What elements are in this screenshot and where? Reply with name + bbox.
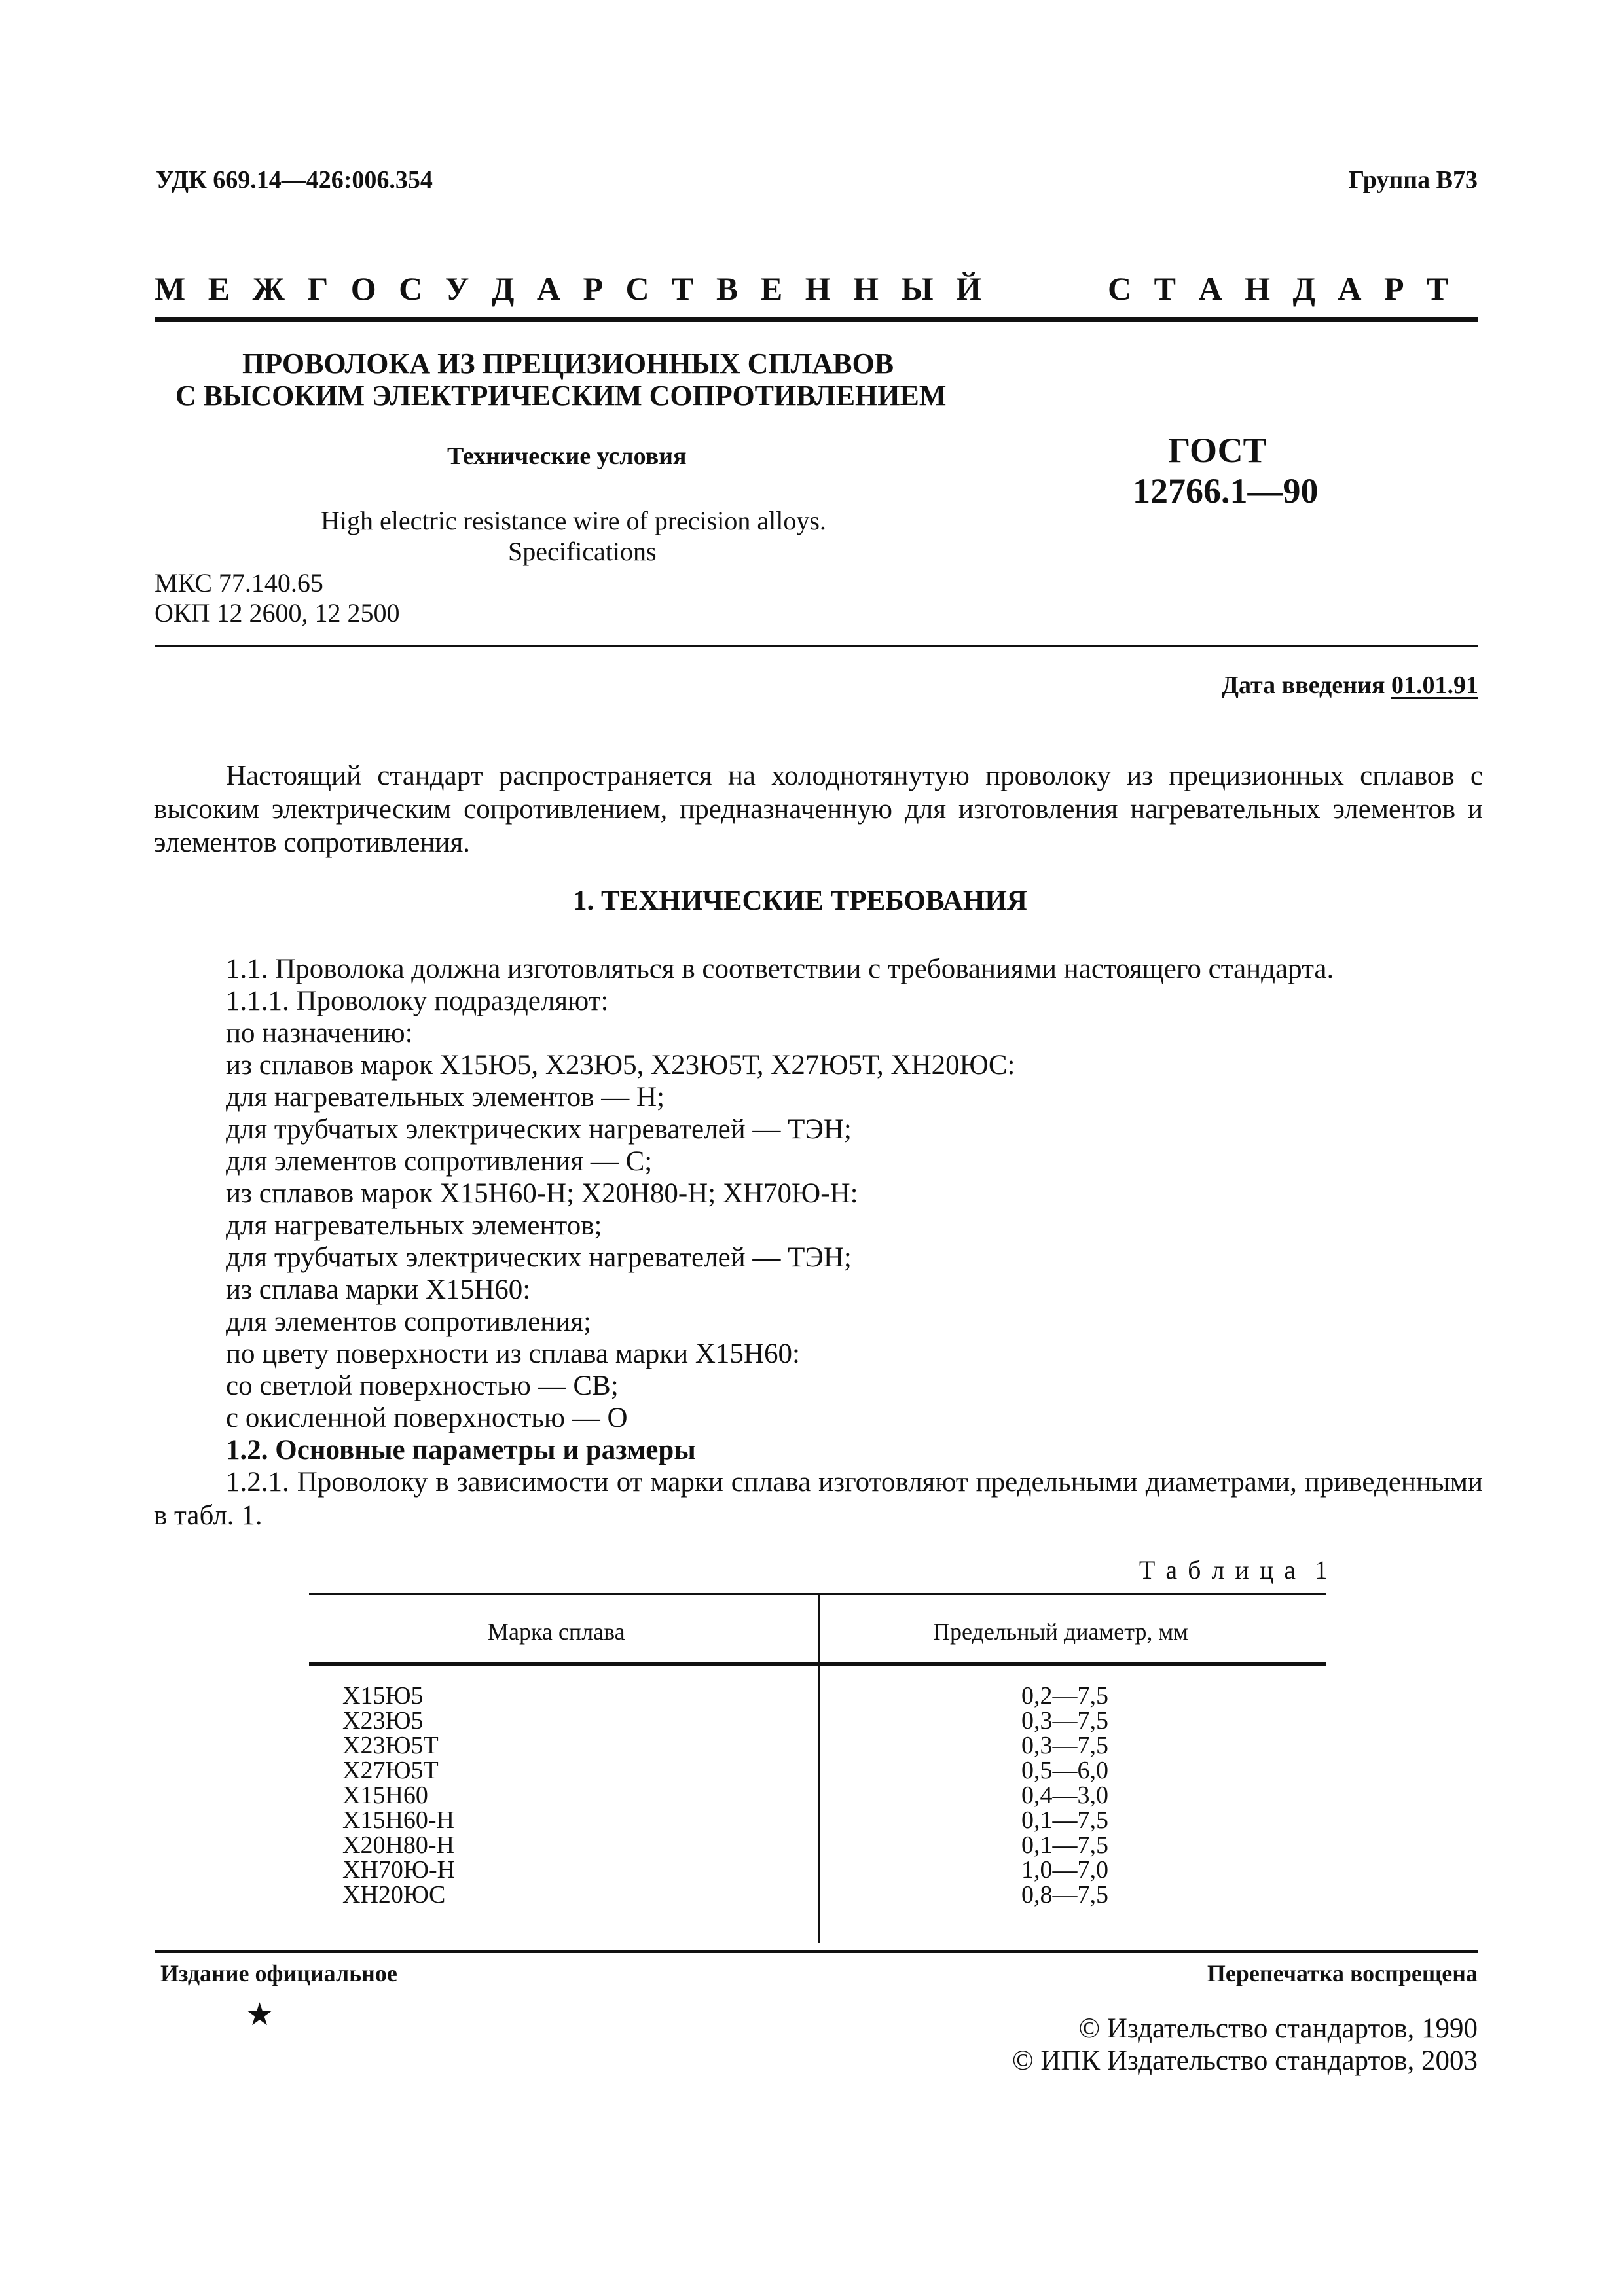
official-edition: Издание официальное	[160, 1960, 397, 1986]
list-item: для элементов сопротивления;	[226, 1306, 592, 1337]
reprint-prohibited: Перепечатка воспрещена	[1207, 1960, 1478, 1986]
banner-interstate: М Е Ж Г О С У Д А Р С Т В Е Н Н Ы Й	[155, 270, 984, 307]
english-title-line-1: High electric resistance wire of precision alloys.	[321, 506, 826, 535]
footer-rule	[155, 1950, 1478, 1953]
table-header-diameter: Предельный диаметр, мм	[933, 1619, 1188, 1645]
copyright-2003: © ИПК Издательство стандартов, 2003	[1012, 2045, 1478, 2076]
table-top-rule	[309, 1593, 1326, 1595]
title-line-2: С ВЫСОКИМ ЭЛЕКТРИЧЕСКИМ СОПРОТИВЛЕНИЕМ	[175, 380, 947, 412]
intro-date	[1222, 671, 1478, 700]
list-item: по цвету поверхности из сплава марки Х15Н60:	[226, 1338, 800, 1369]
group-code: Группа В73	[1348, 166, 1478, 194]
udk-code: УДК 669.14—426:006.354	[156, 166, 433, 194]
list-item: с окисленной поверхностью — О	[226, 1403, 628, 1433]
english-title-line-2: Specifications	[508, 537, 657, 566]
list-item: из сплава марки Х15Н60:	[226, 1274, 531, 1305]
mks-code: МКС 77.140.65	[155, 568, 323, 598]
okp-code: ОКП 12 2600, 12 2500	[155, 598, 400, 628]
subsection-1-2-title: 1.2. Основные параметры и размеры	[226, 1435, 696, 1465]
copyright-1990: © Издательство стандартов, 1990	[1078, 2013, 1478, 2044]
list-item: со светлой поверхностью — СВ;	[226, 1371, 619, 1401]
banner-rule	[155, 317, 1478, 322]
banner-standard: С Т А Н Д А Р Т	[1108, 270, 1451, 307]
intro-paragraph: Настоящий стандарт распространяется на холоднотянутую проволоку из прецизионных сплавов с высоким электрическим сопротивлением, предназначенную для изготовления нагревательных элементов и элементов сопротивления.	[154, 761, 1483, 858]
subtitle: Технические условия	[447, 442, 687, 470]
title-line-1: ПРОВОЛОКА ИЗ ПРЕЦИЗИОННЫХ СПЛАВОВ	[242, 348, 894, 380]
list-item: для трубчатых электрических нагревателей — ТЭН;	[226, 1114, 852, 1145]
gost-number: 12766.1—90	[1133, 471, 1319, 511]
table-header-grade: Марка сплава	[488, 1619, 625, 1645]
intro-date-value: 01.01.91	[1391, 672, 1478, 699]
intro-date-label: Дата введения	[1221, 672, 1385, 699]
table-header-rule	[309, 1662, 1326, 1666]
list-item: 1.1.1. Проволоку подразделяют:	[226, 986, 609, 1016]
gost-label: ГОСТ	[1168, 431, 1267, 470]
list-item: из сплавов марок Х15Ю5, Х23Ю5, Х23Ю5Т, Х27Ю5Т, ХН20ЮС:	[226, 1050, 1015, 1081]
paragraph-1-2-1: 1.2.1. Проволоку в зависимости от марки сплава изготовляют предельными диаметрами, приведенными в табл. 1.	[154, 1467, 1483, 1531]
list-item: для трубчатых электрических нагревателей — ТЭН;	[226, 1242, 852, 1273]
list-item: из сплавов марок Х15Н60-Н; Х20Н80-Н; ХН70Ю-Н:	[226, 1178, 858, 1209]
table-caption: Т а б л и ц а 1	[1139, 1555, 1330, 1585]
list-item: для нагревательных элементов — Н;	[226, 1082, 665, 1113]
list-item: по назначению:	[226, 1018, 413, 1049]
section-1-title: 1. ТЕХНИЧЕСКИЕ ТРЕБОВАНИЯ	[573, 886, 1027, 916]
list-item: для элементов сопротивления — С;	[226, 1146, 653, 1177]
list-item: 1.1. Проволока должна изготовляться в соответствии с требованиями настоящего стандарта.	[226, 954, 1334, 984]
list-item: для нагревательных элементов;	[226, 1210, 602, 1241]
table-column-divider	[818, 1593, 820, 1943]
title-rule	[155, 645, 1478, 647]
star-icon: ★	[246, 1996, 274, 2033]
